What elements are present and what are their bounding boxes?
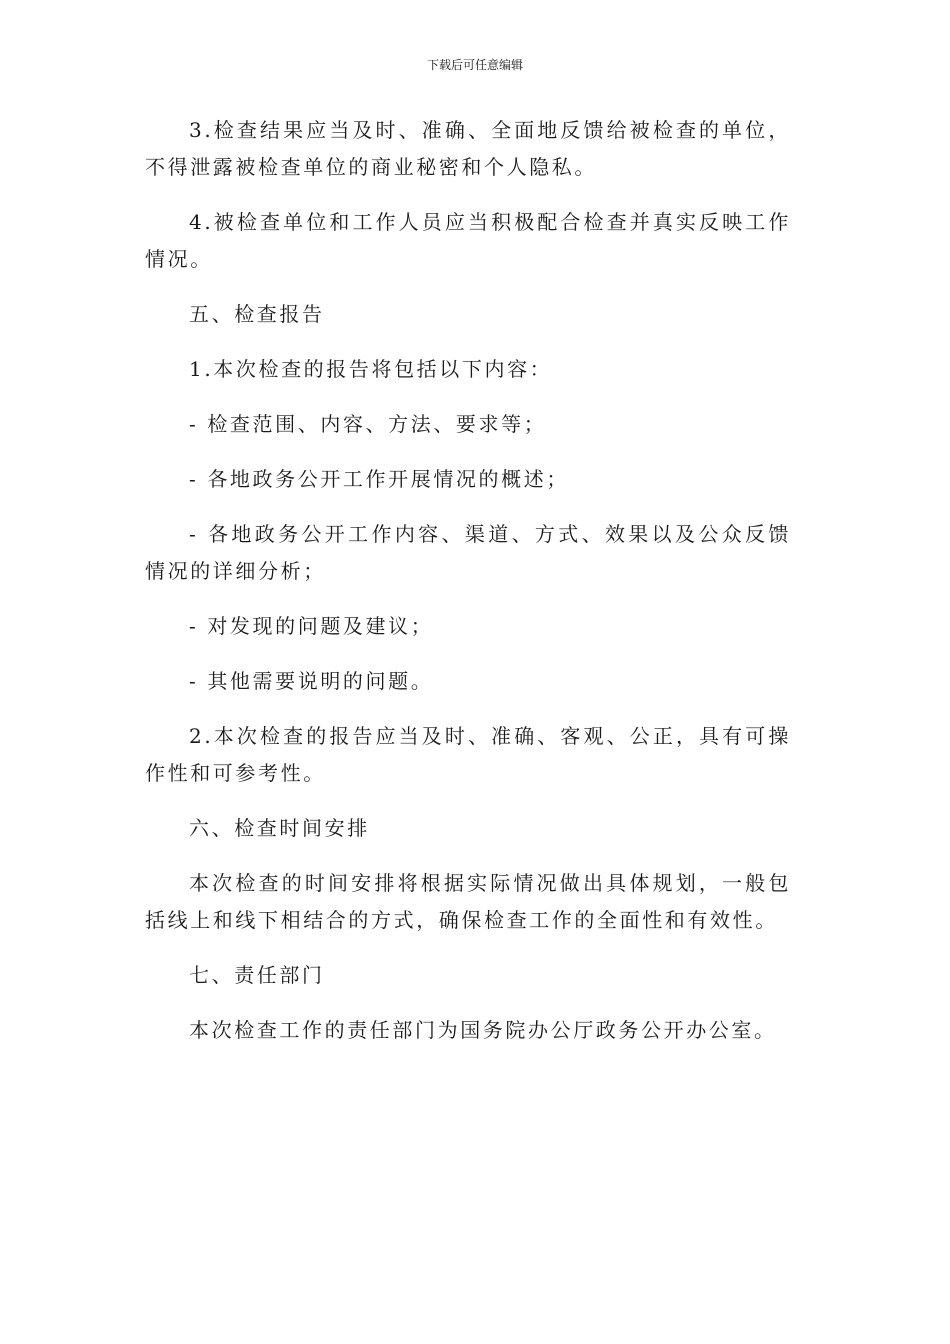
section-heading-schedule: 六、检查时间安排 [189, 816, 370, 840]
paragraph-department: 本次检查工作的责任部门为国务院办公厅政务公开办公室。 [189, 1018, 777, 1042]
list-item-scope: - 检查范围、内容、方法、要求等； [189, 412, 547, 436]
page-header: 下载后可任意编辑 [426, 58, 523, 72]
paragraph-report-quality: 2.本次检查的报告应当及时、准确、客观、公正，具有可操作性和可参考性。 [145, 724, 791, 785]
list-item-other: - 其他需要说明的问题。 [189, 669, 434, 693]
section-heading-report: 五、检查报告 [189, 302, 325, 326]
section-heading-department: 七、责任部门 [189, 963, 325, 987]
paragraph-report-contents: 1.本次检查的报告将包括以下内容： [189, 357, 553, 381]
document-body [145, 112, 791, 1067]
list-item-analysis: - 各地政务公开工作内容、渠道、方式、效果以及公众反馈情况的详细分析； [145, 522, 791, 583]
list-item-overview: - 各地政务公开工作开展情况的概述； [189, 467, 569, 491]
paragraph-schedule: 本次检查的时间安排将根据实际情况做出具体规划，一般包括线上和线下相结合的方式，确保检查工作的全面性和有效性。 [145, 871, 791, 932]
paragraph-feedback-rule: 3.检查结果应当及时、准确、全面地反馈给被检查的单位，不得泄露被检查单位的商业秘密和个人隐私。 [145, 118, 791, 179]
paragraph-cooperation-rule: 4.被检查单位和工作人员应当积极配合检查并真实反映工作情况。 [145, 210, 791, 271]
list-item-issues: - 对发现的问题及建议； [189, 614, 434, 638]
